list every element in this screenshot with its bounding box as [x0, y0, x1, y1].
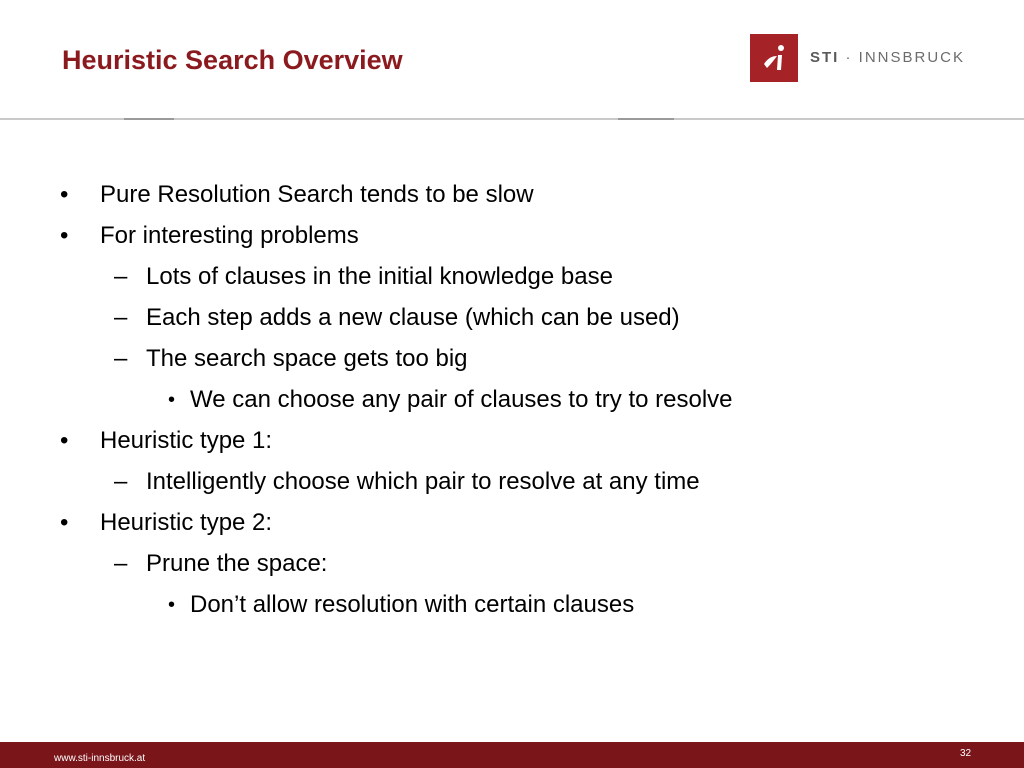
bullet-marker: –: [114, 304, 128, 331]
bullet-item-level-1: Pure Resolution Search tends to be slow: [100, 181, 534, 208]
header-divider-accent: [124, 118, 174, 120]
logo-name-rest: · INNSBRUCK: [839, 49, 966, 66]
logo-name-bold: STI: [810, 49, 840, 66]
bullet-item-level-2: Lots of clauses in the initial knowledge base: [146, 263, 613, 290]
bullet-item-level-2: Each step adds a new clause (which can be used): [146, 304, 680, 331]
page-number: 32: [960, 748, 972, 759]
sti-logo: [750, 34, 965, 82]
bullet-marker: –: [114, 263, 128, 290]
sti-logo-text: [810, 34, 965, 82]
bullet-item-level-2: Intelligently choose which pair to resolve at any time: [146, 468, 700, 495]
bullet-item-level-1: For interesting problems: [100, 222, 359, 249]
bullet-marker: •: [168, 389, 176, 411]
footer-bar: [0, 742, 1024, 768]
bullet-marker: •: [60, 222, 69, 249]
bullet-marker: •: [60, 181, 69, 208]
bullet-marker: •: [60, 509, 69, 536]
bullet-item-level-2: Prune the space:: [146, 550, 328, 577]
footer-url: www.sti-innsbruck.at: [54, 753, 146, 764]
bullet-marker: –: [114, 468, 128, 495]
bullet-item-level-1: Heuristic type 2:: [100, 509, 273, 536]
bullet-item-level-2: The search space gets too big: [146, 345, 468, 372]
bullet-marker: –: [114, 345, 128, 372]
bullet-item-level-1: Heuristic type 1:: [100, 427, 273, 454]
bullet-marker: •: [60, 427, 69, 454]
bullet-item-level-3: Don’t allow resolution with certain clauses: [190, 591, 635, 618]
header-divider-accent: [618, 118, 674, 120]
bullet-item-level-3: We can choose any pair of clauses to try to resolve: [190, 386, 733, 413]
slide-title: Heuristic Search Overview: [62, 45, 403, 75]
bullet-marker: –: [114, 550, 128, 577]
sti-logo-icon: [750, 34, 798, 82]
bullet-marker: •: [168, 594, 176, 616]
